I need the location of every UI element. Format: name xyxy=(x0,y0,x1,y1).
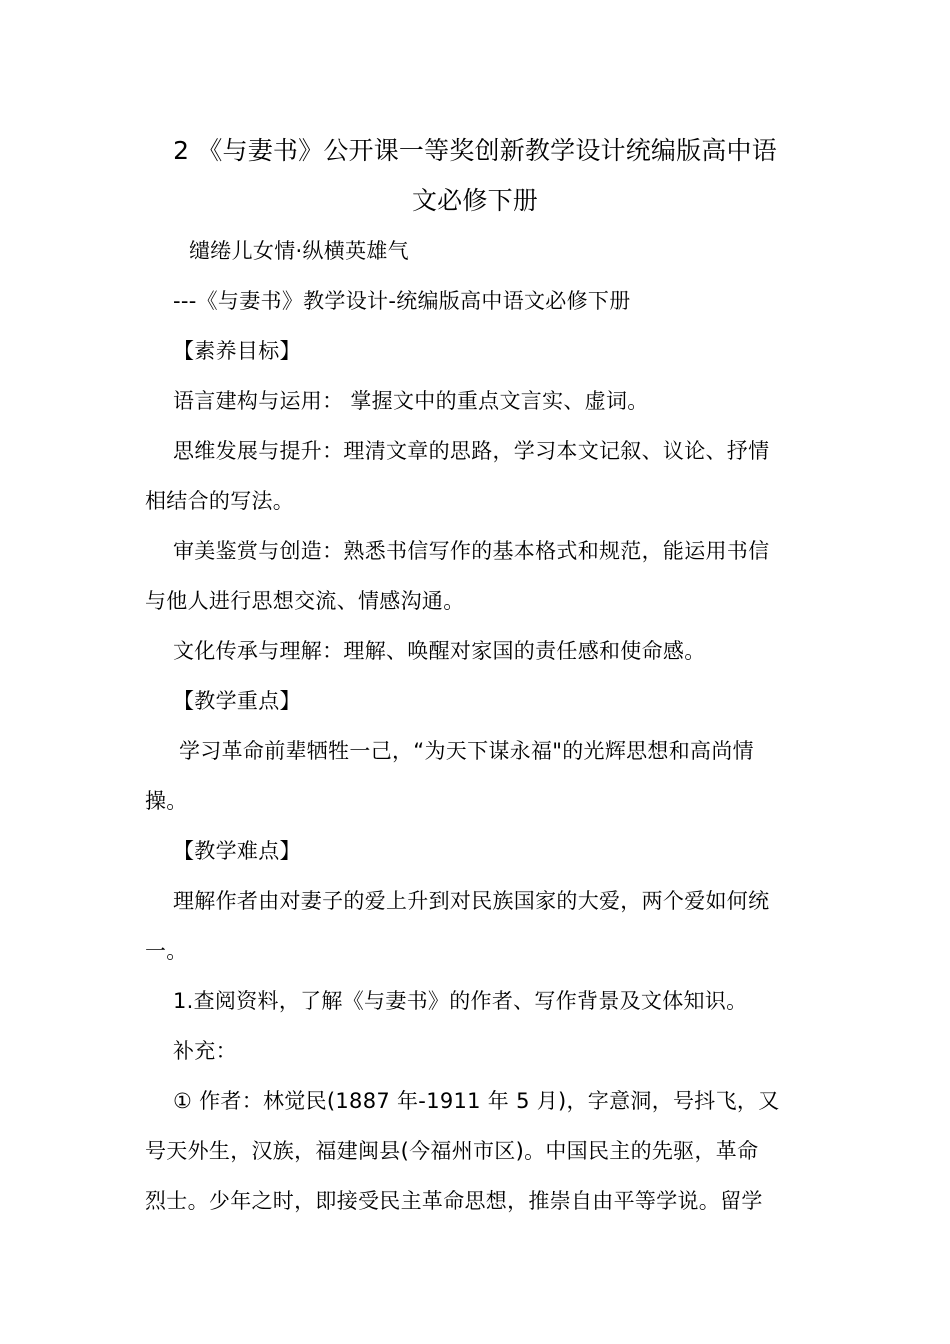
difficulty-line-1: 理解作者由对妻子的爱上升到对民族国家的大爱，两个爱如何统 xyxy=(173,889,770,913)
goal-thinking-line-2: 相结合的写法。 xyxy=(145,489,295,513)
document-title xyxy=(145,126,805,226)
key-points-line-1: 学习革命前辈牺牲一己，“为天下谋永福"的光辉思想和高尚情 xyxy=(179,739,754,763)
author-line-2: 号天外生，汉族，福建闽县(今福州市区)。中国民主的先驱，革命 xyxy=(145,1139,759,1163)
author-line-3: 烈士。少年之时，即接受民主革命思想，推崇自由平等学说。留学 xyxy=(145,1189,763,1213)
goal-culture: 文化传承与理解：理解、唤醒对家国的责任感和使命感。 xyxy=(173,639,706,663)
goals-heading: 【素养目标】 xyxy=(173,339,301,363)
title-line-2: 文必修下册 xyxy=(411,186,538,215)
key-points-heading: 【教学重点】 xyxy=(173,689,301,713)
goal-aesthetic-line-1: 审美鉴赏与创造：熟悉书信写作的基本格式和规范，能运用书信 xyxy=(173,539,770,563)
difficulty-line-2: 一。 xyxy=(145,939,188,963)
supplement-label: 补充： xyxy=(173,1039,237,1063)
difficulty-heading: 【教学难点】 xyxy=(173,839,301,863)
author-line-1: ① 作者：林觉民(1887 年-1911 年 5 月)，字意洞，号抖飞，又 xyxy=(173,1089,780,1113)
title-line-1: 2 《与妻书》公开课一等奖创新教学设计统编版高中语 xyxy=(173,136,777,165)
goal-aesthetic-line-2: 与他人进行思想交流、情感沟通。 xyxy=(145,589,465,613)
goal-language: 语言建构与运用： 掌握文中的重点文言实、虚词。 xyxy=(173,389,649,413)
key-points-line-2: 操。 xyxy=(145,789,188,813)
goal-thinking-line-1: 思维发展与提升：理清文章的思路，学习本文记叙、议论、抒情 xyxy=(173,439,770,463)
subtitle-2: ---《与妻书》教学设计-统编版高中语文必修下册 xyxy=(173,289,631,313)
subtitle: 缱绻儿女情·纵横英雄气 xyxy=(189,239,409,263)
step-1: 1.查阅资料，了解《与妻书》的作者、写作背景及文体知识。 xyxy=(173,989,748,1013)
